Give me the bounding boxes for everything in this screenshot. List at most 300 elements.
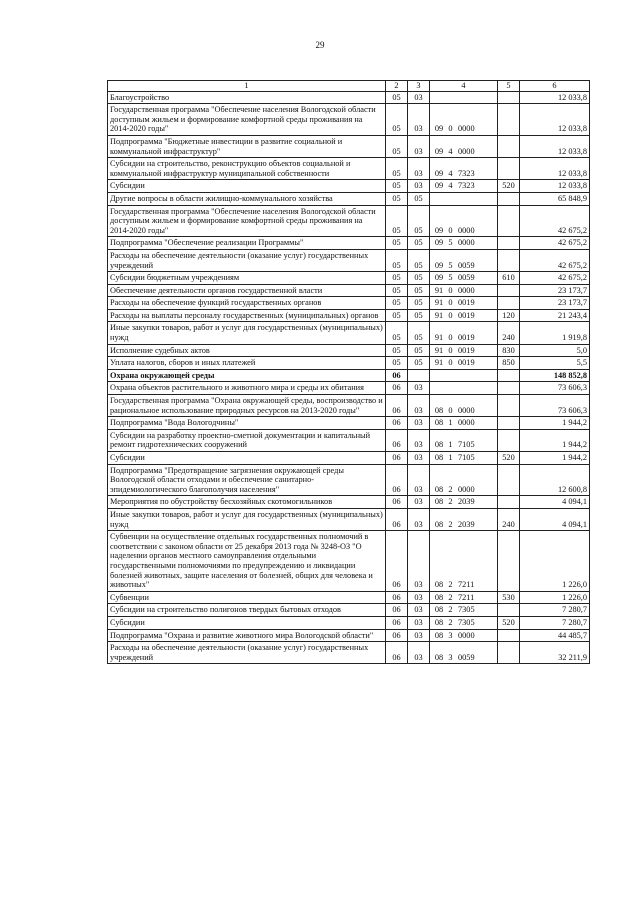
row-expense-kind: [498, 496, 520, 509]
target-direction-code: 7105: [458, 440, 475, 450]
row-amount: 4 094,1: [520, 508, 590, 530]
target-direction-code: 0059: [458, 260, 475, 270]
row-target-code: [430, 158, 498, 180]
row-name: Благоустройство: [108, 91, 386, 104]
row-target-code: [430, 508, 498, 530]
row-name: Подпрограмма "Обеспечение реализации Программы": [108, 237, 386, 250]
table-row: [108, 104, 590, 136]
target-subprogram-code: 3: [448, 630, 453, 640]
row-target-code: [430, 531, 498, 592]
table-row: [108, 205, 590, 237]
table-row: [108, 357, 590, 370]
target-subprogram-code: 5: [448, 273, 453, 283]
row-name: Субсидии: [108, 180, 386, 193]
row-expense-kind: 240: [498, 508, 520, 530]
row-amount: 1 226,0: [520, 531, 590, 592]
target-program-code: 91: [434, 358, 444, 368]
row-amount: 1 944,2: [520, 429, 590, 451]
target-subprogram-code: 0: [448, 405, 453, 415]
row-target-code: [430, 104, 498, 136]
row-subsection-code: 03: [408, 429, 430, 451]
row-expense-kind: [498, 104, 520, 136]
target-subprogram-code: 0: [448, 124, 453, 134]
target-program-code: 08: [434, 453, 444, 462]
row-subsection-code: 03: [408, 642, 430, 664]
row-subsection-code: 03: [408, 417, 430, 430]
row-expense-kind: 120: [498, 309, 520, 322]
table-row: [108, 180, 590, 193]
table-row: [108, 369, 590, 382]
target-direction-code: 7305: [458, 617, 475, 627]
target-direction-code: 2039: [458, 519, 475, 529]
row-subsection-code: 03: [408, 464, 430, 496]
table-row: [108, 429, 590, 451]
table-row: [108, 496, 590, 509]
target-program-code: 08: [434, 418, 444, 428]
row-name: Уплата налогов, сборов и иных платежей: [108, 357, 386, 370]
row-section-code: 05: [386, 192, 408, 205]
row-subsection-code: 03: [408, 604, 430, 617]
table-row: [108, 395, 590, 417]
row-target-code: [430, 616, 498, 629]
target-program-code: 08: [434, 519, 444, 529]
target-direction-code: 7211: [458, 592, 475, 602]
row-name: Охрана объектов растительного и животного мира и среды их обитания: [108, 382, 386, 395]
row-name: Субсидии бюджетным учреждениям: [108, 272, 386, 285]
target-program-code: 08: [434, 652, 444, 662]
row-subsection-code: 03: [408, 629, 430, 642]
target-subprogram-code: 0: [448, 285, 453, 295]
row-target-code: [430, 417, 498, 430]
target-direction-code: 7105: [458, 453, 475, 462]
row-expense-kind: [498, 205, 520, 237]
row-amount: 1 944,2: [520, 417, 590, 430]
row-section-code: 06: [386, 508, 408, 530]
target-subprogram-code: 1: [448, 418, 453, 428]
table-row: [108, 158, 590, 180]
row-section-code: 05: [386, 135, 408, 157]
target-program-code: 91: [434, 285, 444, 295]
row-amount: 1 919,8: [520, 322, 590, 344]
row-amount: 5,0: [520, 344, 590, 357]
row-target-code: [430, 297, 498, 310]
target-direction-code: 2039: [458, 497, 475, 507]
row-target-code: [430, 91, 498, 104]
target-direction-code: 7211: [458, 580, 475, 590]
table-row: [108, 591, 590, 604]
row-amount: 73 606,3: [520, 395, 590, 417]
row-target-code: [430, 591, 498, 604]
table-row: [108, 192, 590, 205]
row-name: Субвенции: [108, 591, 386, 604]
row-amount: 12 033,8: [520, 104, 590, 136]
row-subsection-code: 03: [408, 158, 430, 180]
row-expense-kind: 520: [498, 616, 520, 629]
row-subsection-code: 05: [408, 205, 430, 237]
target-subprogram-code: 2: [448, 617, 453, 627]
row-expense-kind: [498, 642, 520, 664]
target-program-code: 08: [434, 605, 444, 615]
row-amount: 12 033,8: [520, 91, 590, 104]
target-direction-code: 0019: [458, 345, 475, 355]
table-row: [108, 531, 590, 592]
row-name: Государственная программа "Обеспечение населения Вологодской области доступным жильем и формирование комфортной среды проживания на 2014-2020 годы": [108, 205, 386, 237]
row-target-code: [430, 309, 498, 322]
target-program-code: 08: [434, 630, 444, 640]
row-subsection-code: 05: [408, 237, 430, 250]
row-subsection-code: 03: [408, 180, 430, 193]
row-amount: 12 033,8: [520, 158, 590, 180]
row-expense-kind: [498, 382, 520, 395]
row-expense-kind: [498, 91, 520, 104]
row-name: Государственная программа "Обеспечение населения Вологодской области доступным жильем и формирование комфортной среды проживания на 2014-2020 годы": [108, 104, 386, 136]
row-subsection-code: 03: [408, 135, 430, 157]
row-section-code: 06: [386, 591, 408, 604]
row-target-code: [430, 464, 498, 496]
row-expense-kind: [498, 135, 520, 157]
row-name: Расходы на выплаты персоналу государственных (муниципальных) органов: [108, 309, 386, 322]
row-target-code: [430, 135, 498, 157]
target-subprogram-code: 0: [448, 310, 453, 320]
row-name: Субсидии: [108, 452, 386, 465]
row-expense-kind: [498, 192, 520, 205]
target-program-code: 09: [434, 260, 444, 270]
row-expense-kind: 520: [498, 452, 520, 465]
row-amount: 12 033,8: [520, 135, 590, 157]
row-target-code: [430, 369, 498, 382]
row-name: Обеспечение деятельности органов государственной власти: [108, 284, 386, 297]
row-amount: 42 675,2: [520, 249, 590, 271]
target-program-code: 08: [434, 484, 444, 494]
row-section-code: 06: [386, 496, 408, 509]
table-row: [108, 629, 590, 642]
row-expense-kind: 610: [498, 272, 520, 285]
page-number: 29: [315, 40, 325, 50]
header-col-kind: 5: [498, 81, 520, 92]
target-subprogram-code: 5: [448, 238, 453, 248]
row-amount: 32 211,9: [520, 642, 590, 664]
row-expense-kind: [498, 237, 520, 250]
row-amount: 5,5: [520, 357, 590, 370]
row-section-code: 05: [386, 344, 408, 357]
row-target-code: [430, 395, 498, 417]
row-subsection-code: 03: [408, 395, 430, 417]
row-section-code: 05: [386, 158, 408, 180]
row-section-code: 06: [386, 429, 408, 451]
table-row: [108, 464, 590, 496]
table-row: [108, 297, 590, 310]
row-expense-kind: [498, 531, 520, 592]
table-row: [108, 382, 590, 395]
row-section-code: 05: [386, 104, 408, 136]
row-expense-kind: [498, 284, 520, 297]
target-direction-code: 0000: [458, 238, 475, 248]
row-target-code: [430, 642, 498, 664]
target-subprogram-code: 2: [448, 605, 453, 615]
row-expense-kind: [498, 297, 520, 310]
table-row: [108, 91, 590, 104]
row-section-code: 06: [386, 531, 408, 592]
row-target-code: [430, 344, 498, 357]
row-section-code: 06: [386, 417, 408, 430]
row-amount: 7 280,7: [520, 616, 590, 629]
table-row: [108, 417, 590, 430]
header-col-target: 4: [430, 81, 498, 92]
header-col-name: 1: [108, 81, 386, 92]
target-program-code: 91: [434, 333, 444, 343]
row-section-code: 05: [386, 237, 408, 250]
row-name: Субвенции на осуществление отдельных государственных полномочий в соответствии с законом области от 25 декабря 2013 года № 3248-ОЗ "О наделении органов местного самоуправления отдельными государственными полномочиями по предупреждению и ликвидации болезней животных, защите населения от болезней, общих для человека и животных": [108, 531, 386, 592]
row-name: Подпрограмма "Охрана и развитие животного мира Вологодской области": [108, 629, 386, 642]
target-subprogram-code: 0: [448, 333, 453, 343]
row-target-code: [430, 205, 498, 237]
row-name: Исполнение судебных актов: [108, 344, 386, 357]
row-name: Субсидии на строительство, реконструкцию объектов социальной и коммунальной инфраструктур муниципальной собственности: [108, 158, 386, 180]
row-subsection-code: 03: [408, 452, 430, 465]
target-subprogram-code: 0: [448, 298, 453, 308]
target-direction-code: 0019: [458, 310, 475, 320]
row-target-code: [430, 284, 498, 297]
row-subsection-code: 05: [408, 297, 430, 310]
row-target-code: [430, 452, 498, 465]
row-subsection-code: 05: [408, 284, 430, 297]
row-subsection-code: [408, 369, 430, 382]
row-name: Субсидии на разработку проектно-сметной документации и капитальный ремонт гидротехнических сооружений: [108, 429, 386, 451]
target-direction-code: 0000: [458, 405, 475, 415]
row-amount: 65 848,9: [520, 192, 590, 205]
target-direction-code: 0000: [458, 285, 475, 295]
row-amount: 42 675,2: [520, 205, 590, 237]
row-subsection-code: 05: [408, 192, 430, 205]
target-direction-code: 0019: [458, 298, 475, 308]
row-expense-kind: [498, 158, 520, 180]
target-subprogram-code: 1: [448, 440, 453, 450]
row-subsection-code: 05: [408, 309, 430, 322]
row-amount: 12 033,8: [520, 180, 590, 193]
row-section-code: 05: [386, 297, 408, 310]
row-name: Государственная программа "Охрана окружающей среды, воспроизводство и рациональное использование природных ресурсов на 2013-2020 годы": [108, 395, 386, 417]
target-program-code: 08: [434, 592, 444, 602]
target-subprogram-code: 2: [448, 580, 453, 590]
table-row: [108, 642, 590, 664]
header-col-section: 2: [386, 81, 408, 92]
target-program-code: 09: [434, 146, 444, 156]
row-subsection-code: 05: [408, 357, 430, 370]
table-row: [108, 322, 590, 344]
target-program-code: 09: [434, 168, 444, 178]
row-target-code: [430, 357, 498, 370]
row-section-code: 05: [386, 249, 408, 271]
row-target-code: [430, 272, 498, 285]
row-target-code: [430, 192, 498, 205]
row-amount: 12 600,8: [520, 464, 590, 496]
row-name: Охрана окружающей среды: [108, 369, 386, 382]
row-subsection-code: 03: [408, 104, 430, 136]
table-header-row: [108, 81, 590, 92]
row-expense-kind: 240: [498, 322, 520, 344]
row-name: Субсидии на строительство полигонов твердых бытовых отходов: [108, 604, 386, 617]
row-expense-kind: [498, 395, 520, 417]
target-direction-code: 0000: [458, 484, 475, 494]
row-target-code: [430, 604, 498, 617]
row-amount: 148 852,8: [520, 369, 590, 382]
target-subprogram-code: 0: [448, 345, 453, 355]
table-row: [108, 616, 590, 629]
row-expense-kind: [498, 249, 520, 271]
row-target-code: [430, 180, 498, 193]
row-subsection-code: 05: [408, 322, 430, 344]
row-target-code: [430, 249, 498, 271]
target-direction-code: 7323: [458, 168, 475, 178]
header-col-amount: 6: [520, 81, 590, 92]
row-subsection-code: 05: [408, 249, 430, 271]
row-section-code: 06: [386, 616, 408, 629]
table-row: [108, 237, 590, 250]
table-row: [108, 604, 590, 617]
row-expense-kind: 830: [498, 344, 520, 357]
row-name: Подпрограмма "Предотвращение загрязнения окружающей среды Вологодской области отходами и обеспечение санитарно-эпидемиологического благополучия населения": [108, 464, 386, 496]
row-target-code: [430, 237, 498, 250]
target-subprogram-code: 1: [448, 453, 453, 462]
row-name: Расходы на обеспечение деятельности (оказание услуг) государственных учреждений: [108, 249, 386, 271]
table-row: [108, 344, 590, 357]
table-row: [108, 272, 590, 285]
target-direction-code: 7305: [458, 605, 475, 615]
target-program-code: 08: [434, 580, 444, 590]
row-subsection-code: 05: [408, 344, 430, 357]
row-subsection-code: 03: [408, 508, 430, 530]
row-target-code: [430, 496, 498, 509]
row-section-code: 06: [386, 642, 408, 664]
row-section-code: 06: [386, 464, 408, 496]
target-direction-code: 7323: [458, 181, 475, 191]
target-program-code: 08: [434, 497, 444, 507]
table-body: [108, 91, 590, 664]
row-section-code: 06: [386, 452, 408, 465]
row-section-code: 05: [386, 272, 408, 285]
row-name: Мероприятия по обустройству бесхозяйных скотомогильников: [108, 496, 386, 509]
budget-table: [107, 80, 590, 664]
row-section-code: 05: [386, 322, 408, 344]
target-direction-code: 0000: [458, 225, 475, 235]
target-program-code: 09: [434, 181, 444, 191]
target-subprogram-code: 0: [448, 225, 453, 235]
row-section-code: 06: [386, 382, 408, 395]
row-amount: 44 485,7: [520, 629, 590, 642]
row-amount: 21 243,4: [520, 309, 590, 322]
target-subprogram-code: 4: [448, 168, 453, 178]
table-row: [108, 309, 590, 322]
row-expense-kind: 850: [498, 357, 520, 370]
target-direction-code: 0000: [458, 146, 475, 156]
target-direction-code: 0059: [458, 652, 475, 662]
target-program-code: 91: [434, 310, 444, 320]
row-amount: 1 226,0: [520, 591, 590, 604]
row-amount: 23 173,7: [520, 284, 590, 297]
table-row: [108, 508, 590, 530]
target-program-code: 09: [434, 273, 444, 283]
row-section-code: 05: [386, 284, 408, 297]
row-subsection-code: 03: [408, 591, 430, 604]
row-section-code: 05: [386, 309, 408, 322]
target-program-code: 09: [434, 124, 444, 134]
target-program-code: 09: [434, 225, 444, 235]
row-expense-kind: [498, 429, 520, 451]
target-subprogram-code: 2: [448, 592, 453, 602]
row-subsection-code: 03: [408, 616, 430, 629]
header-col-subsection: 3: [408, 81, 430, 92]
row-section-code: 05: [386, 205, 408, 237]
row-amount: 42 675,2: [520, 272, 590, 285]
target-program-code: 08: [434, 405, 444, 415]
row-section-code: 06: [386, 369, 408, 382]
row-section-code: 05: [386, 91, 408, 104]
target-subprogram-code: 2: [448, 519, 453, 529]
row-section-code: 05: [386, 357, 408, 370]
target-direction-code: 0000: [458, 124, 475, 134]
table-row: [108, 135, 590, 157]
row-expense-kind: [498, 464, 520, 496]
target-subprogram-code: 3: [448, 652, 453, 662]
target-direction-code: 0059: [458, 273, 475, 283]
row-target-code: [430, 629, 498, 642]
row-expense-kind: [498, 369, 520, 382]
row-expense-kind: 530: [498, 591, 520, 604]
row-name: Расходы на обеспечение деятельности (оказание услуг) государственных учреждений: [108, 642, 386, 664]
row-section-code: 06: [386, 395, 408, 417]
row-name: Подпрограмма "Вода Вологодчины": [108, 417, 386, 430]
target-program-code: 08: [434, 440, 444, 450]
row-amount: 73 606,3: [520, 382, 590, 395]
row-subsection-code: 03: [408, 496, 430, 509]
table-row: [108, 284, 590, 297]
target-subprogram-code: 5: [448, 260, 453, 270]
target-subprogram-code: 4: [448, 181, 453, 191]
row-amount: 1 944,2: [520, 452, 590, 465]
target-program-code: 91: [434, 345, 444, 355]
row-name: Расходы на обеспечение функций государственных органов: [108, 297, 386, 310]
target-direction-code: 0019: [458, 333, 475, 343]
table-row: [108, 452, 590, 465]
row-name: Подпрограмма "Бюджетные инвестиции в развитие социальной и коммунальной инфраструктур": [108, 135, 386, 157]
row-section-code: 06: [386, 604, 408, 617]
row-subsection-code: 03: [408, 91, 430, 104]
row-target-code: [430, 322, 498, 344]
target-subprogram-code: 2: [448, 497, 453, 507]
row-amount: 4 094,1: [520, 496, 590, 509]
row-section-code: 05: [386, 180, 408, 193]
row-name: Иные закупки товаров, работ и услуг для государственных (муниципальных) нужд: [108, 322, 386, 344]
row-expense-kind: [498, 417, 520, 430]
target-program-code: 08: [434, 617, 444, 627]
row-expense-kind: [498, 604, 520, 617]
target-subprogram-code: 2: [448, 484, 453, 494]
row-target-code: [430, 429, 498, 451]
target-direction-code: 0000: [458, 418, 475, 428]
row-target-code: [430, 382, 498, 395]
row-expense-kind: [498, 629, 520, 642]
row-expense-kind: 520: [498, 180, 520, 193]
row-name: Другие вопросы в области жилищно-коммунального хозяйства: [108, 192, 386, 205]
target-program-code: 09: [434, 238, 444, 248]
target-program-code: 91: [434, 298, 444, 308]
row-section-code: 06: [386, 629, 408, 642]
target-subprogram-code: 0: [448, 358, 453, 368]
target-direction-code: 0019: [458, 358, 475, 368]
target-direction-code: 0000: [458, 630, 475, 640]
row-amount: 7 280,7: [520, 604, 590, 617]
row-amount: 23 173,7: [520, 297, 590, 310]
